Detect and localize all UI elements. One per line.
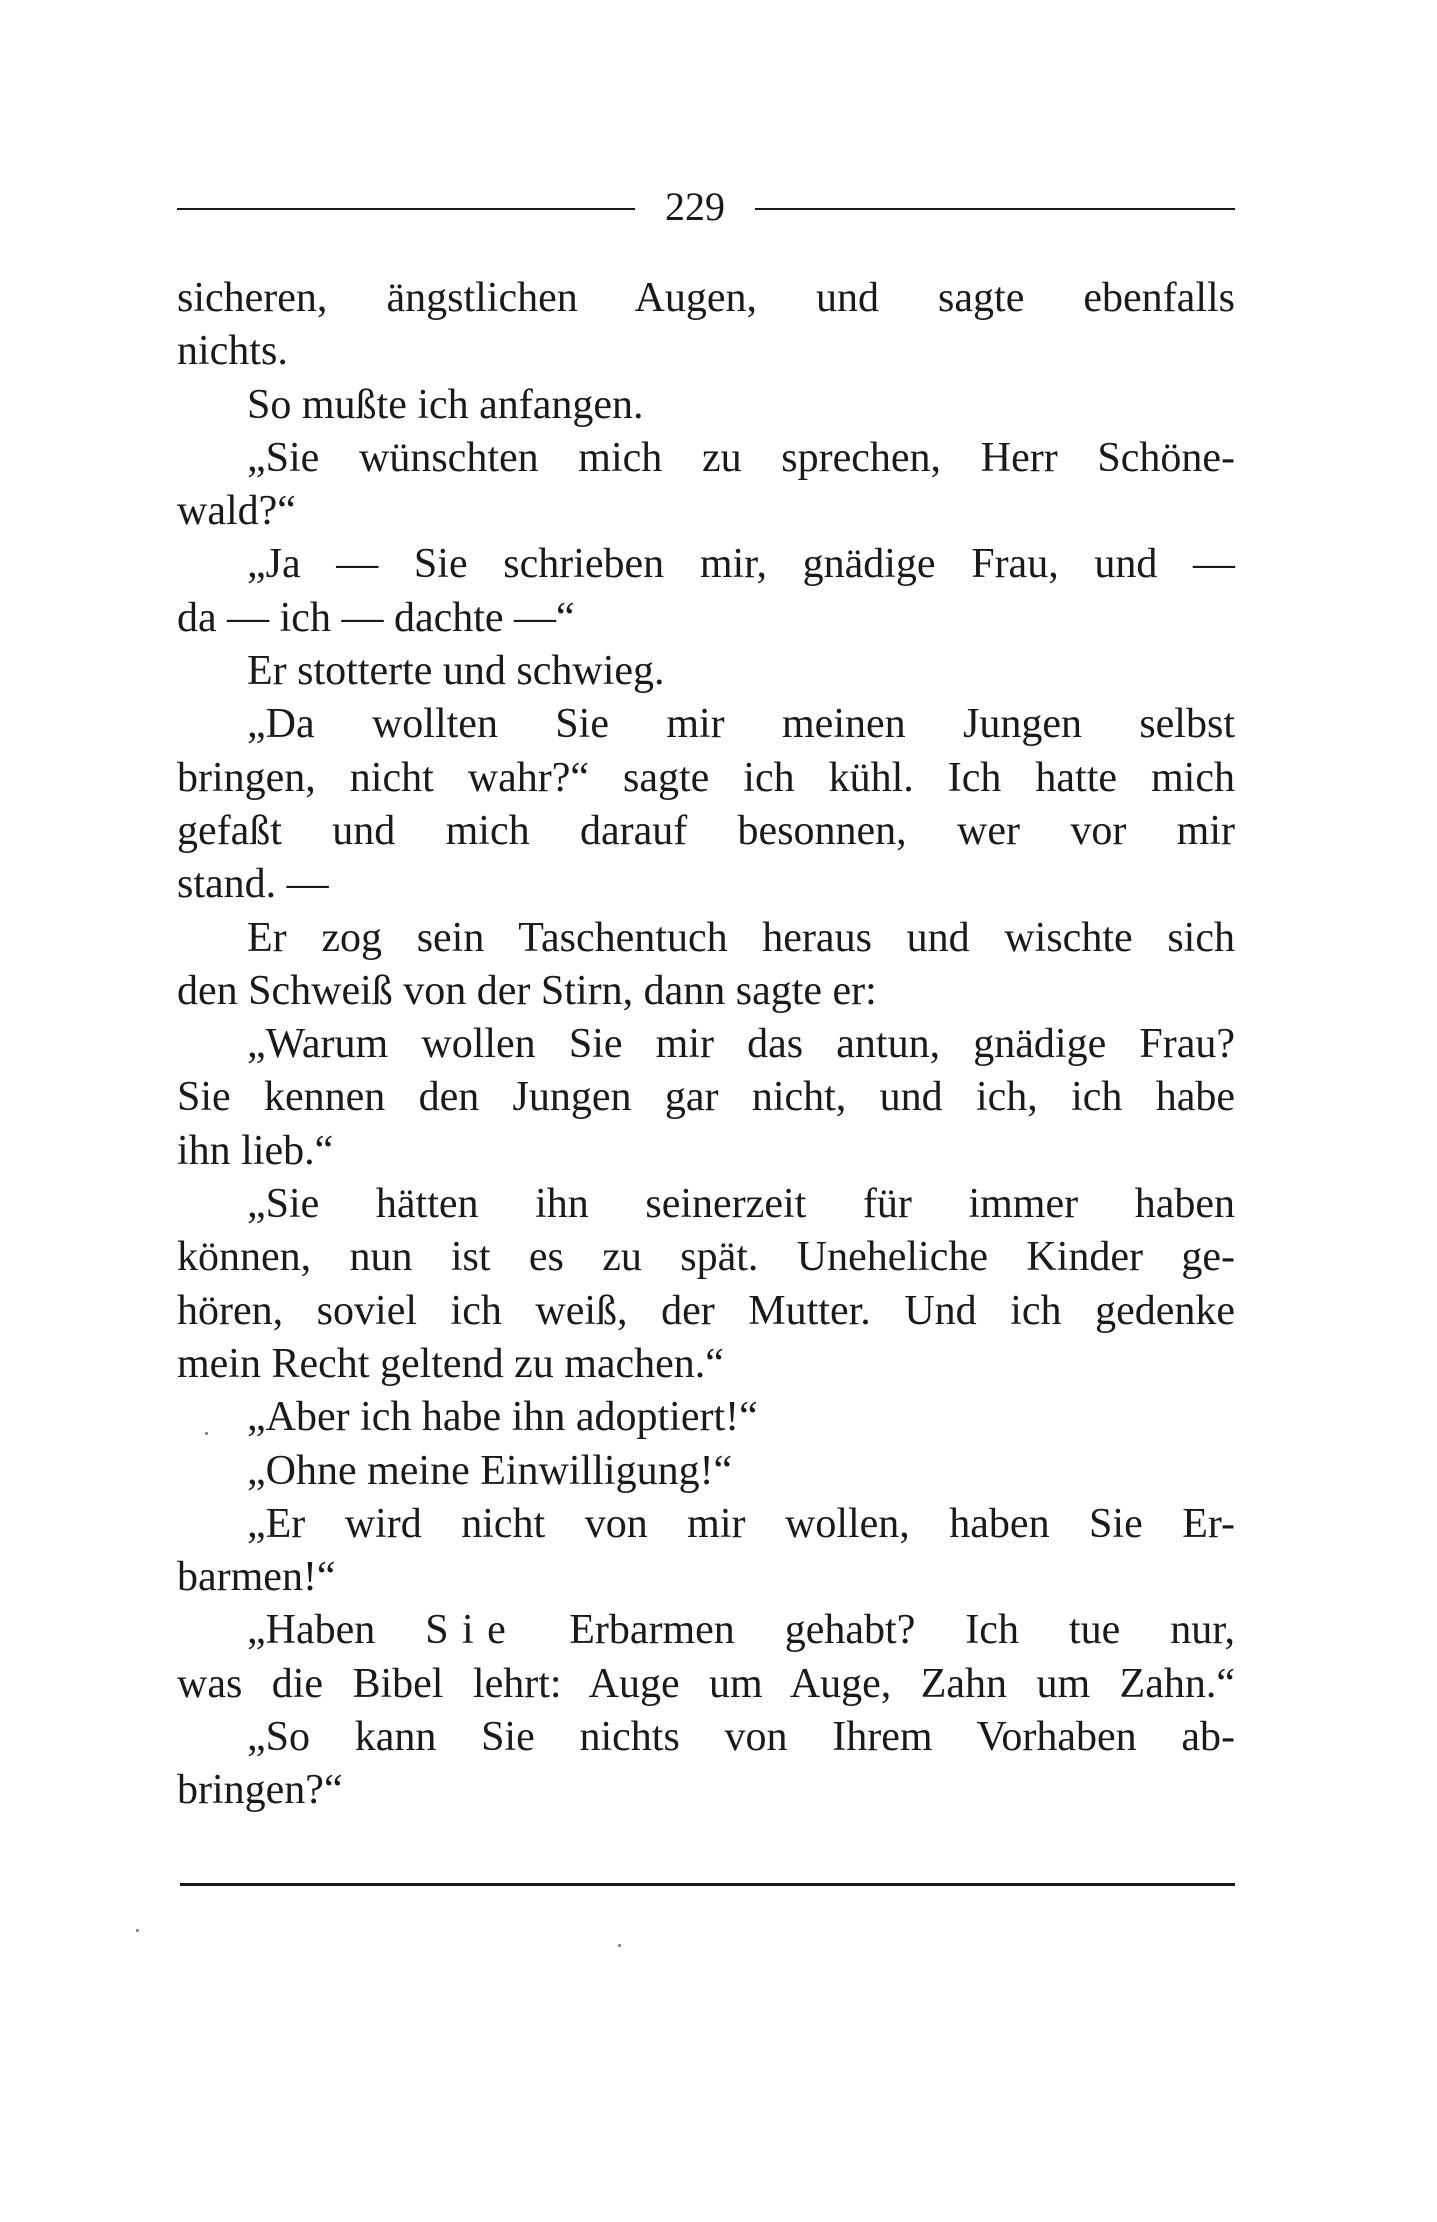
header-rule-left <box>177 208 635 210</box>
header-rule-right <box>755 208 1235 210</box>
text-line: hören, soviel ich weiß, der Mutter. Und ich gedenke <box>177 1287 1235 1334</box>
text-line: bringen?“ <box>177 1767 343 1814</box>
page-header <box>177 180 1235 234</box>
body-text <box>177 272 1235 1818</box>
text-line: bringen, nicht wahr?“ sagte ich kühl. Ich hatte mich <box>177 754 1235 801</box>
text-line: „Ohne meine Einwilligung!“ <box>247 1447 733 1494</box>
text-line: ihn lieb.“ <box>177 1127 334 1174</box>
print-speck <box>136 1929 139 1932</box>
text-line: Sie kennen den Jungen gar nicht, und ich, ich habe <box>177 1074 1235 1121</box>
text-line: wald?“ <box>177 488 296 535</box>
print-speck <box>618 1944 621 1947</box>
emphasized-word: Sie <box>425 1607 520 1654</box>
text-line: können, nun ist es zu spät. Uneheliche Kinder ge- <box>177 1234 1235 1281</box>
text-line: „Da wollten Sie mir meinen Jungen selbst <box>247 701 1235 748</box>
text-line: „So kann Sie nichts von Ihrem Vorhaben ab- <box>247 1714 1235 1761</box>
footer-rule <box>180 1883 1235 1886</box>
text-line: da — ich — dachte —“ <box>177 594 575 641</box>
text-line: mein Recht geltend zu machen.“ <box>177 1340 724 1387</box>
text-line: sicheren, ängstlichen Augen, und sagte ebenfalls <box>177 275 1235 321</box>
text-line: So mußte ich anfangen. <box>247 381 644 428</box>
text-line: gefaßt und mich darauf besonnen, wer vor mir <box>177 807 1235 854</box>
page-number: 229 <box>665 184 725 229</box>
print-speck <box>205 1432 208 1435</box>
text-line: Er stotterte und schwieg. <box>247 648 665 695</box>
text-line: „Warum wollen Sie mir das antun, gnädige Frau? <box>247 1021 1235 1068</box>
text-line: Er zog sein Taschentuch heraus und wischte sich <box>247 914 1235 961</box>
text-line: „Sie hätten ihn seinerzeit für immer haben <box>247 1181 1235 1228</box>
text-line: „Sie wünschten mich zu sprechen, Herr Schöne- <box>247 434 1235 481</box>
text-line: nichts. <box>177 328 288 375</box>
text-line: was die Bibel lehrt: Auge um Auge, Zahn um Zahn.“ <box>177 1660 1235 1707</box>
text-line: „Haben Sie Erbarmen gehabt? Ich tue nur, <box>247 1607 1235 1654</box>
text-line: stand. — <box>177 861 329 908</box>
text-line: „Ja — Sie schrieben mir, gnädige Frau, und — <box>247 541 1235 588</box>
text-line: „Aber ich habe ihn adoptiert!“ <box>247 1394 758 1441</box>
text-line: den Schweiß von der Stirn, dann sagte er: <box>177 967 877 1014</box>
text-line: „Er wird nicht von mir wollen, haben Sie Er- <box>247 1500 1235 1547</box>
text-line: barmen!“ <box>177 1554 336 1601</box>
